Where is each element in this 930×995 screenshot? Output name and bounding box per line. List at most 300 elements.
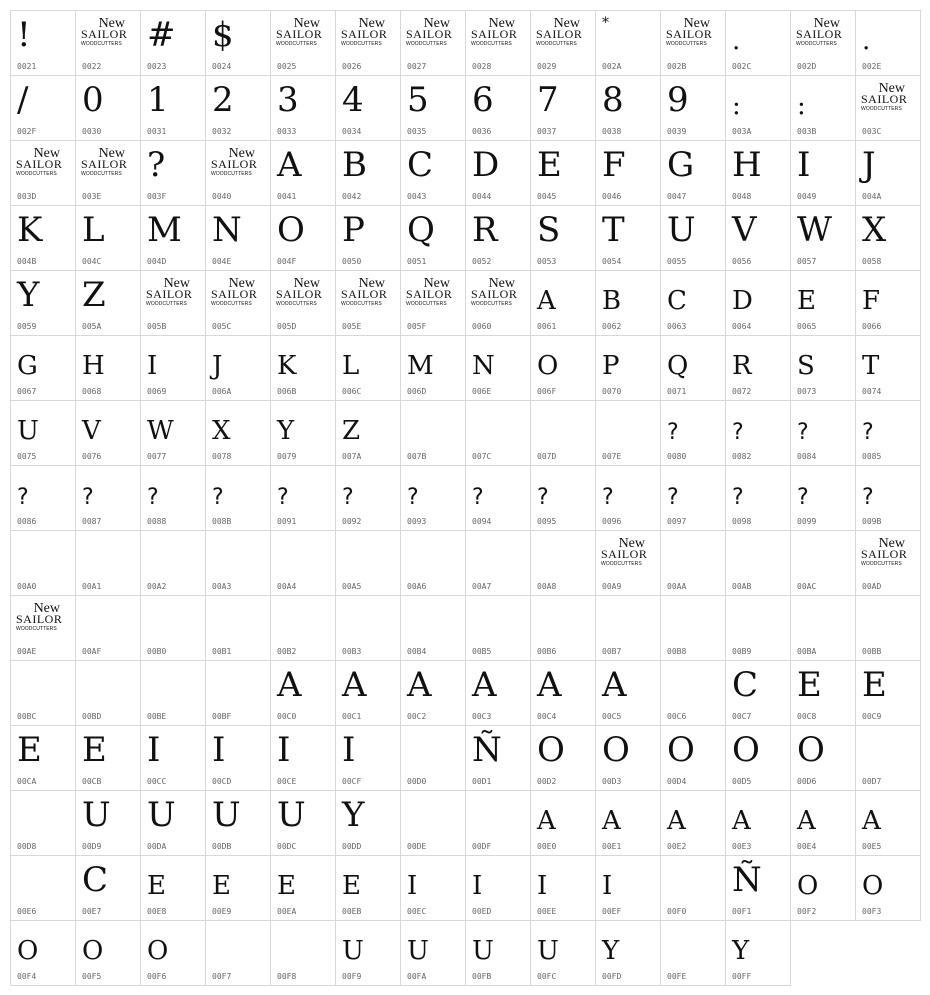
glyph-cell[interactable] xyxy=(75,75,141,141)
glyph-codepoint-label: 0037 xyxy=(537,127,557,136)
glyph-cell[interactable] xyxy=(75,920,141,986)
glyph-cell[interactable] xyxy=(530,205,596,271)
glyph-sample xyxy=(596,403,658,447)
glyph-cell[interactable] xyxy=(530,920,596,986)
glyph-cell[interactable] xyxy=(270,75,336,141)
glyph-cell[interactable] xyxy=(595,140,661,206)
glyph-cell[interactable] xyxy=(400,920,466,986)
glyph-cell[interactable] xyxy=(75,660,141,726)
font-logo-image xyxy=(276,277,322,311)
glyph-codepoint-label: 00CD xyxy=(212,777,232,786)
glyph-cell[interactable] xyxy=(10,270,76,336)
glyph-codepoint-label: 006D xyxy=(407,387,427,396)
missing-glyph-box: ? xyxy=(862,420,874,445)
glyph-cell[interactable] xyxy=(660,465,726,531)
glyph-cell[interactable] xyxy=(855,10,921,76)
glyph-cell[interactable] xyxy=(855,725,921,791)
glyph-sample: X xyxy=(862,210,887,250)
glyph-cell[interactable] xyxy=(400,660,466,726)
glyph-cell[interactable] xyxy=(75,725,141,791)
glyph-cell[interactable] xyxy=(10,920,76,986)
glyph-cell[interactable] xyxy=(400,400,466,466)
glyph-cell[interactable] xyxy=(855,140,921,206)
glyph-cell[interactable] xyxy=(270,335,336,401)
glyph-cell[interactable] xyxy=(10,335,76,401)
glyph-cell[interactable] xyxy=(465,205,531,271)
glyph-sample: I xyxy=(147,730,161,770)
glyph-cell[interactable] xyxy=(530,400,596,466)
glyph-cell[interactable] xyxy=(855,75,921,141)
logo-text-line1: New xyxy=(98,146,125,161)
glyph-cell[interactable] xyxy=(400,790,466,856)
glyph-sample xyxy=(726,598,788,642)
glyph-cell[interactable] xyxy=(595,790,661,856)
glyph-codepoint-label: 0043 xyxy=(407,192,427,201)
glyph-codepoint-label: 007B xyxy=(407,452,427,461)
glyph-cell[interactable] xyxy=(660,270,726,336)
glyph-codepoint-label: 00D9 xyxy=(82,842,102,851)
glyph-cell[interactable] xyxy=(400,140,466,206)
logo-text-line3: WOODCUTTERS xyxy=(861,561,902,567)
logo-text-line1: New xyxy=(813,16,840,31)
glyph-cell[interactable] xyxy=(660,855,726,921)
missing-glyph-box: ? xyxy=(212,485,224,510)
glyph-sample: A xyxy=(667,806,686,836)
glyph-cell[interactable] xyxy=(400,855,466,921)
glyph-cell[interactable] xyxy=(140,790,206,856)
glyph-codepoint-label: 00A3 xyxy=(212,582,232,591)
glyph-cell[interactable] xyxy=(595,920,661,986)
glyph-cell[interactable] xyxy=(205,920,271,986)
glyph-cell[interactable] xyxy=(270,595,336,661)
glyph-cell[interactable] xyxy=(725,205,791,271)
glyph-sample: ! xyxy=(17,15,31,55)
glyph-sample: A xyxy=(277,145,302,185)
glyph-cell[interactable] xyxy=(335,205,401,271)
glyph-cell[interactable] xyxy=(335,335,401,401)
glyph-codepoint-label: 0098 xyxy=(732,517,752,526)
glyph-codepoint-label: 00CC xyxy=(147,777,167,786)
glyph-cell[interactable] xyxy=(140,465,206,531)
glyph-cell[interactable] xyxy=(205,725,271,791)
glyph-cell[interactable] xyxy=(660,790,726,856)
glyph-cell[interactable] xyxy=(595,660,661,726)
logo-text-line3: WOODCUTTERS xyxy=(81,171,122,177)
glyph-cell[interactable] xyxy=(465,530,531,596)
glyph-codepoint-label: 0076 xyxy=(82,452,102,461)
glyph-sample: Y xyxy=(602,936,620,966)
glyph-cell[interactable] xyxy=(790,530,856,596)
glyph-cell[interactable] xyxy=(400,270,466,336)
glyph-cell[interactable] xyxy=(75,10,141,76)
glyph-cell[interactable] xyxy=(205,75,271,141)
glyph-cell[interactable] xyxy=(335,270,401,336)
logo-text-line2: SAILOR xyxy=(276,27,323,41)
glyph-cell[interactable] xyxy=(10,75,76,141)
glyph-codepoint-label: 0093 xyxy=(407,517,427,526)
glyph-cell[interactable] xyxy=(465,660,531,726)
glyph-cell[interactable] xyxy=(465,920,531,986)
font-logo-image xyxy=(16,147,62,181)
glyph-cell[interactable] xyxy=(725,530,791,596)
glyph-cell[interactable] xyxy=(660,335,726,401)
glyph-cell[interactable] xyxy=(790,855,856,921)
glyph-cell[interactable] xyxy=(790,400,856,466)
glyph-cell[interactable] xyxy=(10,595,76,661)
glyph-cell[interactable] xyxy=(790,335,856,401)
glyph-sample xyxy=(11,793,73,837)
glyph-codepoint-label: 0077 xyxy=(147,452,167,461)
glyph-codepoint-label: 005C xyxy=(212,322,232,331)
glyph-cell[interactable] xyxy=(75,855,141,921)
glyph-cell[interactable] xyxy=(140,205,206,271)
glyph-cell[interactable] xyxy=(595,400,661,466)
glyph-cell[interactable] xyxy=(790,270,856,336)
glyph-cell[interactable] xyxy=(75,335,141,401)
glyph-cell[interactable] xyxy=(790,660,856,726)
glyph-cell[interactable] xyxy=(400,335,466,401)
glyph-cell[interactable] xyxy=(725,75,791,141)
glyph-cell[interactable] xyxy=(595,75,661,141)
glyph-cell[interactable] xyxy=(530,660,596,726)
glyph-codepoint-label: 00E9 xyxy=(212,907,232,916)
glyph-codepoint-label: 008B xyxy=(212,517,232,526)
glyph-cell[interactable] xyxy=(595,270,661,336)
glyph-codepoint-label: 003A xyxy=(732,127,752,136)
glyph-cell[interactable] xyxy=(400,595,466,661)
glyph-cell[interactable] xyxy=(530,790,596,856)
glyph-cell[interactable] xyxy=(75,205,141,271)
glyph-cell[interactable] xyxy=(595,530,661,596)
glyph-sample: A xyxy=(407,665,432,705)
glyph-cell[interactable] xyxy=(75,595,141,661)
glyph-cell[interactable] xyxy=(140,270,206,336)
glyph-cell[interactable] xyxy=(205,660,271,726)
missing-glyph-box: ? xyxy=(537,485,549,510)
glyph-cell[interactable] xyxy=(400,725,466,791)
glyph-cell[interactable] xyxy=(660,140,726,206)
glyph-cell[interactable] xyxy=(855,205,921,271)
glyph-cell[interactable] xyxy=(595,10,661,76)
glyph-codepoint-label: 003D xyxy=(17,192,37,201)
glyph-codepoint-label: 00F1 xyxy=(732,907,752,916)
glyph-cell[interactable] xyxy=(725,920,791,986)
glyph-cell[interactable] xyxy=(790,790,856,856)
glyph-cell[interactable] xyxy=(335,10,401,76)
glyph-codepoint-label: 00AC xyxy=(797,582,817,591)
glyph-sample: K xyxy=(277,351,297,381)
glyph-cell[interactable] xyxy=(660,10,726,76)
glyph-cell[interactable] xyxy=(855,465,921,531)
glyph-sample: O xyxy=(797,730,825,770)
glyph-cell[interactable] xyxy=(595,725,661,791)
glyph-cell[interactable] xyxy=(270,855,336,921)
glyph-cell[interactable] xyxy=(140,595,206,661)
glyph-cell[interactable] xyxy=(205,530,271,596)
glyph-codepoint-label: 0050 xyxy=(342,257,362,266)
glyph-cell[interactable] xyxy=(10,140,76,206)
glyph-cell[interactable] xyxy=(10,465,76,531)
glyph-cell[interactable] xyxy=(75,465,141,531)
glyph-sample: E xyxy=(342,871,361,901)
glyph-cell[interactable] xyxy=(75,270,141,336)
glyph-cell[interactable] xyxy=(530,140,596,206)
glyph-cell[interactable] xyxy=(400,205,466,271)
glyph-cell[interactable] xyxy=(75,790,141,856)
glyph-cell[interactable] xyxy=(140,725,206,791)
glyph-cell[interactable] xyxy=(595,595,661,661)
glyph-cell[interactable] xyxy=(270,725,336,791)
glyph-codepoint-label: 00A2 xyxy=(147,582,167,591)
glyph-cell[interactable] xyxy=(205,140,271,206)
glyph-cell[interactable] xyxy=(725,400,791,466)
glyph-cell[interactable] xyxy=(660,725,726,791)
glyph-sample xyxy=(401,598,463,642)
glyph-codepoint-label: 0039 xyxy=(667,127,687,136)
missing-glyph-box: ? xyxy=(667,485,679,510)
glyph-codepoint-label: 00D2 xyxy=(537,777,557,786)
glyph-cell[interactable] xyxy=(335,75,401,141)
glyph-cell[interactable] xyxy=(660,400,726,466)
glyph-sample: U xyxy=(472,936,494,966)
glyph-sample: B xyxy=(602,286,622,316)
glyph-cell[interactable] xyxy=(205,595,271,661)
glyph-cell[interactable] xyxy=(205,855,271,921)
glyph-cell[interactable] xyxy=(465,75,531,141)
glyph-cell[interactable] xyxy=(140,335,206,401)
glyph-cell[interactable] xyxy=(335,790,401,856)
glyph-cell[interactable] xyxy=(855,790,921,856)
glyph-cell[interactable] xyxy=(140,140,206,206)
glyph-cell[interactable] xyxy=(660,205,726,271)
logo-text-line1: New xyxy=(553,16,580,31)
glyph-cell[interactable] xyxy=(465,400,531,466)
glyph-cell[interactable] xyxy=(10,855,76,921)
glyph-sample xyxy=(336,533,398,577)
glyph-sample: I xyxy=(342,730,356,770)
glyph-codepoint-label: 00AA xyxy=(667,582,687,591)
glyph-codepoint-label: 0023 xyxy=(147,62,167,71)
glyph-sample: T xyxy=(862,351,880,381)
glyph-cell[interactable] xyxy=(335,465,401,531)
glyph-cell[interactable] xyxy=(530,270,596,336)
glyph-cell[interactable] xyxy=(660,595,726,661)
glyph-cell[interactable] xyxy=(10,205,76,271)
glyph-sample: L xyxy=(342,351,360,381)
glyph-cell[interactable] xyxy=(400,10,466,76)
glyph-cell[interactable] xyxy=(10,530,76,596)
glyph-cell[interactable] xyxy=(140,855,206,921)
glyph-cell[interactable] xyxy=(660,530,726,596)
glyph-sample: N xyxy=(472,351,495,381)
glyph-cell[interactable] xyxy=(855,595,921,661)
glyph-cell[interactable] xyxy=(530,335,596,401)
glyph-cell[interactable] xyxy=(855,855,921,921)
glyph-cell[interactable] xyxy=(400,530,466,596)
glyph-cell[interactable] xyxy=(660,920,726,986)
glyph-cell[interactable] xyxy=(400,75,466,141)
glyph-cell[interactable] xyxy=(465,10,531,76)
glyph-sample xyxy=(466,793,528,837)
glyph-cell[interactable] xyxy=(595,335,661,401)
glyph-cell[interactable] xyxy=(205,335,271,401)
glyph-cell[interactable] xyxy=(205,270,271,336)
glyph-cell[interactable] xyxy=(205,10,271,76)
glyph-cell[interactable] xyxy=(10,660,76,726)
glyph-cell[interactable] xyxy=(465,335,531,401)
glyph-cell[interactable] xyxy=(140,10,206,76)
glyph-cell[interactable] xyxy=(270,790,336,856)
glyph-codepoint-label: 00BB xyxy=(862,647,882,656)
glyph-cell[interactable] xyxy=(140,75,206,141)
glyph-sample xyxy=(206,533,268,577)
glyph-cell[interactable] xyxy=(725,790,791,856)
logo-text-line3: WOODCUTTERS xyxy=(81,41,122,47)
glyph-codepoint-label: 00DA xyxy=(147,842,167,851)
glyph-cell[interactable] xyxy=(660,660,726,726)
glyph-codepoint-label: 00D6 xyxy=(797,777,817,786)
glyph-cell[interactable] xyxy=(530,595,596,661)
glyph-cell[interactable] xyxy=(855,400,921,466)
glyph-cell[interactable] xyxy=(140,400,206,466)
glyph-cell[interactable] xyxy=(270,140,336,206)
glyph-cell[interactable] xyxy=(465,725,531,791)
glyph-cell[interactable] xyxy=(205,205,271,271)
glyph-cell[interactable] xyxy=(465,270,531,336)
glyph-cell[interactable] xyxy=(205,790,271,856)
glyph-codepoint-label: 00EC xyxy=(407,907,427,916)
glyph-cell[interactable] xyxy=(595,205,661,271)
glyph-codepoint-label: 00D4 xyxy=(667,777,687,786)
glyph-sample: J xyxy=(212,351,223,381)
glyph-codepoint-label: 0096 xyxy=(602,517,622,526)
glyph-cell[interactable] xyxy=(140,530,206,596)
glyph-codepoint-label: 00B6 xyxy=(537,647,557,656)
glyph-cell[interactable] xyxy=(790,140,856,206)
logo-text-line3: WOODCUTTERS xyxy=(146,301,187,307)
glyph-cell[interactable] xyxy=(725,270,791,336)
glyph-cell[interactable] xyxy=(140,660,206,726)
glyph-cell[interactable] xyxy=(75,140,141,206)
glyph-cell[interactable] xyxy=(335,660,401,726)
glyph-cell[interactable] xyxy=(335,920,401,986)
glyph-codepoint-label: 0055 xyxy=(667,257,687,266)
glyph-codepoint-label: 006B xyxy=(277,387,297,396)
glyph-cell[interactable] xyxy=(75,400,141,466)
glyph-cell[interactable] xyxy=(530,530,596,596)
glyph-cell[interactable] xyxy=(335,855,401,921)
glyph-cell[interactable] xyxy=(595,855,661,921)
glyph-cell[interactable] xyxy=(855,530,921,596)
glyph-codepoint-label: 007C xyxy=(472,452,492,461)
glyph-sample: I xyxy=(277,730,291,770)
glyph-codepoint-label: 00C0 xyxy=(277,712,297,721)
glyph-cell[interactable] xyxy=(790,725,856,791)
glyph-cell[interactable] xyxy=(530,75,596,141)
glyph-cell[interactable] xyxy=(335,140,401,206)
glyph-cell[interactable] xyxy=(270,270,336,336)
glyph-cell[interactable] xyxy=(530,725,596,791)
glyph-cell[interactable] xyxy=(530,465,596,531)
glyph-cell[interactable] xyxy=(205,465,271,531)
glyph-cell[interactable] xyxy=(725,595,791,661)
glyph-cell[interactable] xyxy=(660,75,726,141)
glyph-cell[interactable] xyxy=(725,140,791,206)
glyph-cell[interactable] xyxy=(790,465,856,531)
glyph-cell[interactable] xyxy=(790,205,856,271)
glyph-cell[interactable] xyxy=(465,140,531,206)
glyph-cell[interactable] xyxy=(530,10,596,76)
glyph-cell[interactable] xyxy=(270,660,336,726)
glyph-codepoint-label: 004F xyxy=(277,257,297,266)
glyph-sample: Q xyxy=(407,210,435,250)
glyph-cell[interactable] xyxy=(855,660,921,726)
glyph-cell[interactable] xyxy=(270,530,336,596)
glyph-cell[interactable] xyxy=(595,465,661,531)
glyph-cell[interactable] xyxy=(725,10,791,76)
glyph-cell[interactable] xyxy=(270,920,336,986)
glyph-cell[interactable] xyxy=(270,465,336,531)
glyph-cell[interactable] xyxy=(465,595,531,661)
glyph-sample xyxy=(661,923,723,967)
glyph-sample: 5 xyxy=(407,80,429,120)
glyph-sample: I xyxy=(537,871,548,901)
glyph-cell[interactable] xyxy=(10,400,76,466)
glyph-cell[interactable] xyxy=(465,465,531,531)
glyph-cell[interactable] xyxy=(465,855,531,921)
glyph-cell[interactable] xyxy=(140,920,206,986)
glyph-codepoint-label: 0031 xyxy=(147,127,167,136)
glyph-cell[interactable] xyxy=(530,855,596,921)
glyph-cell[interactable] xyxy=(335,400,401,466)
glyph-codepoint-label: 00F8 xyxy=(277,972,297,981)
glyph-cell[interactable] xyxy=(270,205,336,271)
glyph-cell[interactable] xyxy=(855,335,921,401)
glyph-cell[interactable] xyxy=(270,400,336,466)
glyph-cell[interactable] xyxy=(335,595,401,661)
font-logo-image xyxy=(796,17,842,51)
glyph-cell[interactable] xyxy=(205,400,271,466)
glyph-sample: W xyxy=(147,416,174,446)
glyph-cell[interactable] xyxy=(725,660,791,726)
glyph-cell[interactable] xyxy=(855,270,921,336)
glyph-cell[interactable] xyxy=(10,725,76,791)
glyph-cell[interactable] xyxy=(725,465,791,531)
glyph-codepoint-label: 00F6 xyxy=(147,972,167,981)
logo-text-line3: WOODCUTTERS xyxy=(211,171,252,177)
glyph-cell[interactable] xyxy=(725,855,791,921)
glyph-sample: / xyxy=(17,80,29,120)
glyph-codepoint-label: 0086 xyxy=(17,517,37,526)
glyph-cell[interactable] xyxy=(790,10,856,76)
glyph-codepoint-label: 00E8 xyxy=(147,907,167,916)
glyph-cell[interactable] xyxy=(335,725,401,791)
glyph-cell[interactable] xyxy=(725,335,791,401)
glyph-cell[interactable] xyxy=(10,790,76,856)
glyph-sample: X xyxy=(212,416,231,446)
glyph-cell[interactable] xyxy=(465,790,531,856)
logo-text-line1: New xyxy=(358,16,385,31)
glyph-cell[interactable] xyxy=(75,530,141,596)
glyph-cell[interactable] xyxy=(270,10,336,76)
glyph-cell[interactable] xyxy=(790,595,856,661)
glyph-cell[interactable] xyxy=(790,75,856,141)
glyph-cell[interactable] xyxy=(10,10,76,76)
glyph-cell[interactable] xyxy=(335,530,401,596)
glyph-cell[interactable] xyxy=(725,725,791,791)
logo-text-line1: New xyxy=(228,276,255,291)
glyph-cell[interactable] xyxy=(400,465,466,531)
